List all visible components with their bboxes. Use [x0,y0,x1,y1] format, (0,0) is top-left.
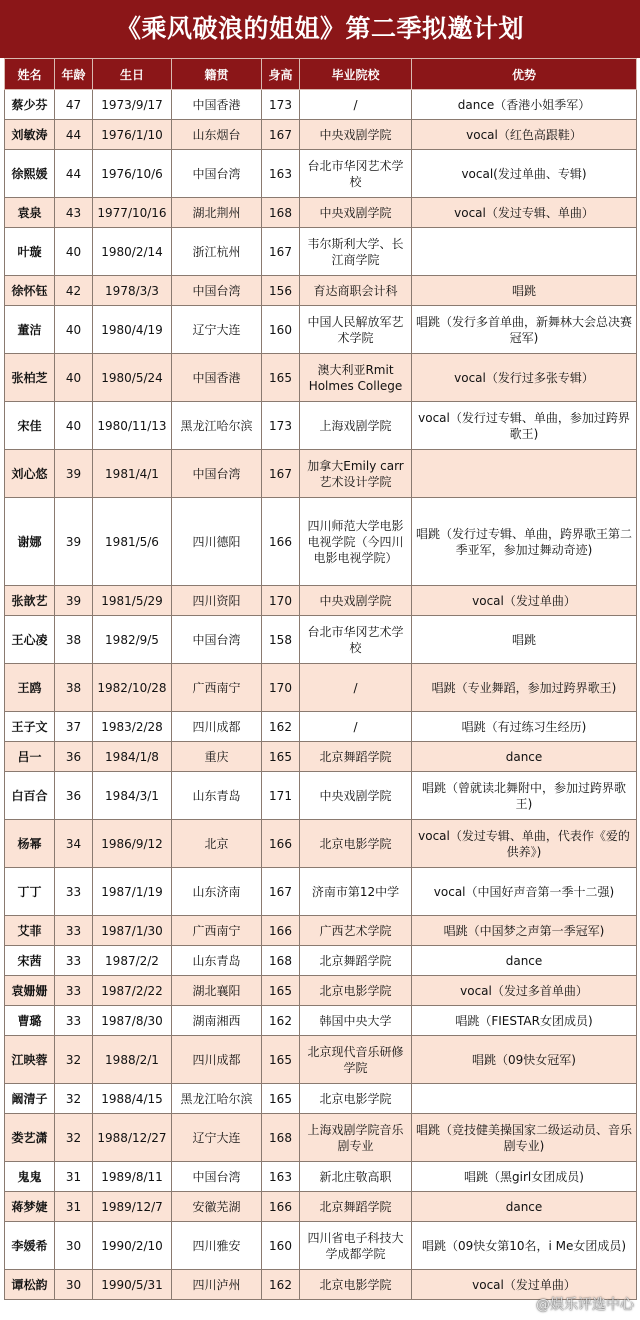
cell-advantage: 唱跳（有过练习生经历) [412,712,637,742]
cell-name: 刘心悠 [5,450,55,498]
cell-height: 166 [262,1192,300,1222]
header-advantage: 优势 [412,59,637,90]
cell-hometown: 山东烟台 [172,120,262,150]
cell-hometown: 中国台湾 [172,150,262,198]
cell-height: 162 [262,712,300,742]
cell-height: 156 [262,276,300,306]
cell-school: 北京电影学院 [300,1270,412,1300]
table-row [5,664,637,712]
cell-birthday: 1982/9/5 [93,616,172,664]
table-row [5,228,637,276]
cell-hometown: 辽宁大连 [172,306,262,354]
cell-school: 北京电影学院 [300,820,412,868]
cell-name: 宋佳 [5,402,55,450]
cell-hometown: 四川资阳 [172,586,262,616]
cell-school: 台北市华冈艺术学校 [300,150,412,198]
cell-birthday: 1980/2/14 [93,228,172,276]
cell-height: 165 [262,1036,300,1084]
cell-advantage: 唱跳 [412,276,637,306]
cell-hometown: 中国台湾 [172,1162,262,1192]
cell-age: 36 [55,742,93,772]
cell-advantage: dance [412,1192,637,1222]
cell-height: 165 [262,742,300,772]
cell-age: 34 [55,820,93,868]
cell-name: 张柏芝 [5,354,55,402]
cell-school: 中央戏剧学院 [300,120,412,150]
cell-age: 39 [55,586,93,616]
cell-birthday: 1981/5/6 [93,498,172,586]
cell-height: 163 [262,150,300,198]
cell-name: 白百合 [5,772,55,820]
cell-height: 171 [262,772,300,820]
cell-name: 李媛希 [5,1222,55,1270]
cell-school: 新北庄敬高职 [300,1162,412,1192]
cell-height: 162 [262,1270,300,1300]
cell-name: 艾菲 [5,916,55,946]
cell-birthday: 1989/12/7 [93,1192,172,1222]
cell-hometown: 广西南宁 [172,664,262,712]
cell-hometown: 山东青岛 [172,772,262,820]
cell-advantage: 唱跳（中国梦之声第一季冠军) [412,916,637,946]
cell-name: 江映蓉 [5,1036,55,1084]
cell-name: 鬼鬼 [5,1162,55,1192]
cell-school: 韩国中央大学 [300,1006,412,1036]
cell-school: 济南市第12中学 [300,868,412,916]
cell-school: 四川省电子科技大学成都学院 [300,1222,412,1270]
cell-hometown: 四川成都 [172,712,262,742]
cell-age: 33 [55,868,93,916]
table-row [5,742,637,772]
table-row [5,586,637,616]
cell-advantage: vocal（发过单曲） [412,586,637,616]
cell-name: 王子文 [5,712,55,742]
table-row [5,1006,637,1036]
table-row [5,306,637,354]
cell-age: 38 [55,664,93,712]
cell-name: 蒋梦婕 [5,1192,55,1222]
cell-advantage: vocal（发过专辑、单曲，代表作《爱的供养》) [412,820,637,868]
cell-hometown: 湖北荆州 [172,198,262,228]
cell-birthday: 1984/1/8 [93,742,172,772]
cell-age: 31 [55,1162,93,1192]
cell-advantage: vocal（红色高跟鞋） [412,120,637,150]
cell-age: 36 [55,772,93,820]
cell-school: / [300,90,412,120]
table-row [5,1114,637,1162]
header-name: 姓名 [5,59,55,90]
cell-name: 曹璐 [5,1006,55,1036]
cell-age: 32 [55,1114,93,1162]
cell-advantage: vocal（发过多首单曲） [412,976,637,1006]
cell-height: 160 [262,306,300,354]
cell-height: 167 [262,868,300,916]
cell-advantage: 唱跳（曾就读北舞附中，参加过跨界歌王) [412,772,637,820]
cell-name: 宋茜 [5,946,55,976]
cell-birthday: 1988/2/1 [93,1036,172,1084]
cell-height: 163 [262,1162,300,1192]
cell-advantage: vocal（发过单曲） [412,1270,637,1300]
cell-height: 167 [262,450,300,498]
table-row [5,450,637,498]
cell-advantage: 唱跳（09快女冠军) [412,1036,637,1084]
cell-advantage [412,450,637,498]
cell-name: 王鸥 [5,664,55,712]
cell-hometown: 湖南湘西 [172,1006,262,1036]
cell-school: 四川师范大学电影电视学院（今四川电影电视学院） [300,498,412,586]
cell-birthday: 1990/5/31 [93,1270,172,1300]
cell-name: 徐怀钰 [5,276,55,306]
table-row [5,772,637,820]
cell-age: 30 [55,1270,93,1300]
cell-hometown: 黑龙江哈尔滨 [172,402,262,450]
cell-age: 39 [55,498,93,586]
page-title: 《乘风破浪的姐姐》第二季拟邀计划 [0,0,640,58]
cell-birthday: 1973/9/17 [93,90,172,120]
cell-birthday: 1987/8/30 [93,1006,172,1036]
cell-age: 33 [55,976,93,1006]
table-row [5,498,637,586]
cell-birthday: 1989/8/11 [93,1162,172,1192]
cell-hometown: 安徽芜湖 [172,1192,262,1222]
cell-advantage: 唱跳（专业舞蹈，参加过跨界歌王) [412,664,637,712]
cell-school: 中央戏剧学院 [300,198,412,228]
cell-age: 40 [55,228,93,276]
cell-name: 谭松韵 [5,1270,55,1300]
cell-advantage: dance [412,946,637,976]
cell-school: 中国人民解放军艺术学院 [300,306,412,354]
cell-hometown: 浙江杭州 [172,228,262,276]
cell-height: 158 [262,616,300,664]
cell-advantage: vocal（发行过多张专辑） [412,354,637,402]
table-row [5,916,637,946]
cell-name: 张歆艺 [5,586,55,616]
cell-name: 蔡少芬 [5,90,55,120]
cell-hometown: 湖北襄阳 [172,976,262,1006]
table-row [5,198,637,228]
table-row [5,1162,637,1192]
cell-age: 47 [55,90,93,120]
cell-birthday: 1981/5/29 [93,586,172,616]
cell-hometown: 黑龙江哈尔滨 [172,1084,262,1114]
cell-name: 谢娜 [5,498,55,586]
cell-hometown: 辽宁大连 [172,1114,262,1162]
cell-birthday: 1988/4/15 [93,1084,172,1114]
cell-age: 40 [55,306,93,354]
cell-birthday: 1987/2/22 [93,976,172,1006]
header-row [5,59,637,90]
cell-height: 168 [262,198,300,228]
header-hometown: 籍贯 [172,59,262,90]
cell-hometown: 中国台湾 [172,276,262,306]
watermark: @娱乐评选中心 [536,1297,634,1313]
cell-age: 42 [55,276,93,306]
cell-school: 上海戏剧学院音乐剧专业 [300,1114,412,1162]
cell-school: 加拿大Emily carr艺术设计学院 [300,450,412,498]
cell-advantage: 唱跳（发行过专辑、单曲，跨界歌王第二季亚军，参加过舞动奇迹) [412,498,637,586]
cell-height: 166 [262,820,300,868]
cell-hometown: 中国香港 [172,90,262,120]
cell-birthday: 1977/10/16 [93,198,172,228]
cell-height: 166 [262,916,300,946]
cell-hometown: 四川泸州 [172,1270,262,1300]
table-row [5,712,637,742]
cell-name: 袁姗姗 [5,976,55,1006]
cell-advantage: vocal（发过专辑、单曲） [412,198,637,228]
cell-advantage: 唱跳（黑girl女团成员) [412,1162,637,1192]
cell-birthday: 1976/1/10 [93,120,172,150]
cell-hometown: 山东济南 [172,868,262,916]
cell-name: 吕一 [5,742,55,772]
cell-school: 北京现代音乐研修学院 [300,1036,412,1084]
cell-height: 173 [262,90,300,120]
cell-birthday: 1980/11/13 [93,402,172,450]
cell-age: 33 [55,916,93,946]
cell-height: 165 [262,354,300,402]
table-row [5,1222,637,1270]
cell-school: 韦尔斯利大学、长江商学院 [300,228,412,276]
cell-advantage: 唱跳（竞技健美操国家二级运动员、音乐剧专业) [412,1114,637,1162]
cell-name: 阚清子 [5,1084,55,1114]
cell-birthday: 1990/2/10 [93,1222,172,1270]
cell-height: 170 [262,664,300,712]
cell-age: 44 [55,150,93,198]
cell-name: 董洁 [5,306,55,354]
cell-name: 叶璇 [5,228,55,276]
table-row [5,868,637,916]
cell-name: 刘敏涛 [5,120,55,150]
cell-age: 32 [55,1084,93,1114]
table-row [5,354,637,402]
cell-school: 北京电影学院 [300,976,412,1006]
cell-advantage [412,228,637,276]
cell-name: 丁丁 [5,868,55,916]
cell-advantage: 唱跳（09快女第10名，i Me女团成员) [412,1222,637,1270]
cell-birthday: 1986/9/12 [93,820,172,868]
table-row [5,616,637,664]
cell-birthday: 1987/1/19 [93,868,172,916]
cell-birthday: 1980/5/24 [93,354,172,402]
table-row [5,1192,637,1222]
cell-hometown: 中国香港 [172,354,262,402]
cell-birthday: 1984/3/1 [93,772,172,820]
cell-hometown: 广西南宁 [172,916,262,946]
cell-school: 广西艺术学院 [300,916,412,946]
cell-birthday: 1981/4/1 [93,450,172,498]
header-height: 身高 [262,59,300,90]
cell-age: 33 [55,946,93,976]
cell-hometown: 四川成都 [172,1036,262,1084]
cell-school: 中央戏剧学院 [300,772,412,820]
cell-age: 40 [55,402,93,450]
cell-advantage: 唱跳 [412,616,637,664]
cell-height: 160 [262,1222,300,1270]
cell-hometown: 中国台湾 [172,616,262,664]
cell-height: 170 [262,586,300,616]
cell-name: 娄艺潇 [5,1114,55,1162]
table-row [5,946,637,976]
cell-birthday: 1983/2/28 [93,712,172,742]
table-row [5,276,637,306]
cell-height: 165 [262,1084,300,1114]
cell-height: 168 [262,1114,300,1162]
table-row [5,820,637,868]
table-row [5,1084,637,1114]
cell-hometown: 北京 [172,820,262,868]
cell-height: 167 [262,120,300,150]
header-school: 毕业院校 [300,59,412,90]
header-birthday: 生日 [93,59,172,90]
table-row [5,90,637,120]
cell-age: 40 [55,354,93,402]
cell-height: 168 [262,946,300,976]
cell-age: 37 [55,712,93,742]
cell-birthday: 1980/4/19 [93,306,172,354]
cell-advantage: vocal（发行过专辑、单曲，参加过跨界歌王) [412,402,637,450]
cell-advantage: dance [412,742,637,772]
cell-birthday: 1976/10/6 [93,150,172,198]
cell-school: 上海戏剧学院 [300,402,412,450]
table-row [5,120,637,150]
cell-school: 北京舞蹈学院 [300,742,412,772]
cell-hometown: 山东青岛 [172,946,262,976]
cell-height: 165 [262,976,300,1006]
cell-advantage: dance（香港小姐季军） [412,90,637,120]
cell-school: 北京舞蹈学院 [300,946,412,976]
cell-age: 38 [55,616,93,664]
table-row [5,1036,637,1084]
cell-name: 王心凌 [5,616,55,664]
cell-age: 33 [55,1006,93,1036]
cell-name: 徐熙媛 [5,150,55,198]
cell-name: 袁泉 [5,198,55,228]
cell-age: 39 [55,450,93,498]
cell-advantage: vocal（中国好声音第一季十二强) [412,868,637,916]
cell-birthday: 1988/12/27 [93,1114,172,1162]
cell-age: 31 [55,1192,93,1222]
cell-advantage: vocal(发过单曲、专辑) [412,150,637,198]
cell-hometown: 重庆 [172,742,262,772]
cell-school: 北京电影学院 [300,1084,412,1114]
cell-hometown: 四川德阳 [172,498,262,586]
table-row [5,976,637,1006]
cell-advantage: 唱跳（FIESTAR女团成员) [412,1006,637,1036]
cell-school: / [300,712,412,742]
guest-table [4,58,637,1300]
cell-height: 167 [262,228,300,276]
cell-birthday: 1987/2/2 [93,946,172,976]
cell-advantage [412,1084,637,1114]
cell-height: 162 [262,1006,300,1036]
cell-age: 43 [55,198,93,228]
cell-height: 166 [262,498,300,586]
cell-school: 中央戏剧学院 [300,586,412,616]
cell-hometown: 中国台湾 [172,450,262,498]
cell-advantage: 唱跳（发行多首单曲，新舞林大会总决赛冠军) [412,306,637,354]
cell-birthday: 1978/3/3 [93,276,172,306]
cell-hometown: 四川雅安 [172,1222,262,1270]
cell-school: / [300,664,412,712]
cell-height: 173 [262,402,300,450]
cell-age: 30 [55,1222,93,1270]
cell-school: 澳大利亚Rmit Holmes College [300,354,412,402]
cell-school: 北京舞蹈学院 [300,1192,412,1222]
table-row [5,402,637,450]
cell-age: 32 [55,1036,93,1084]
cell-name: 杨幂 [5,820,55,868]
cell-school: 台北市华冈艺术学校 [300,616,412,664]
table-body [5,90,637,1300]
table-row [5,150,637,198]
cell-age: 44 [55,120,93,150]
cell-birthday: 1982/10/28 [93,664,172,712]
header-age: 年龄 [55,59,93,90]
cell-birthday: 1987/1/30 [93,916,172,946]
cell-school: 育达商职会计科 [300,276,412,306]
